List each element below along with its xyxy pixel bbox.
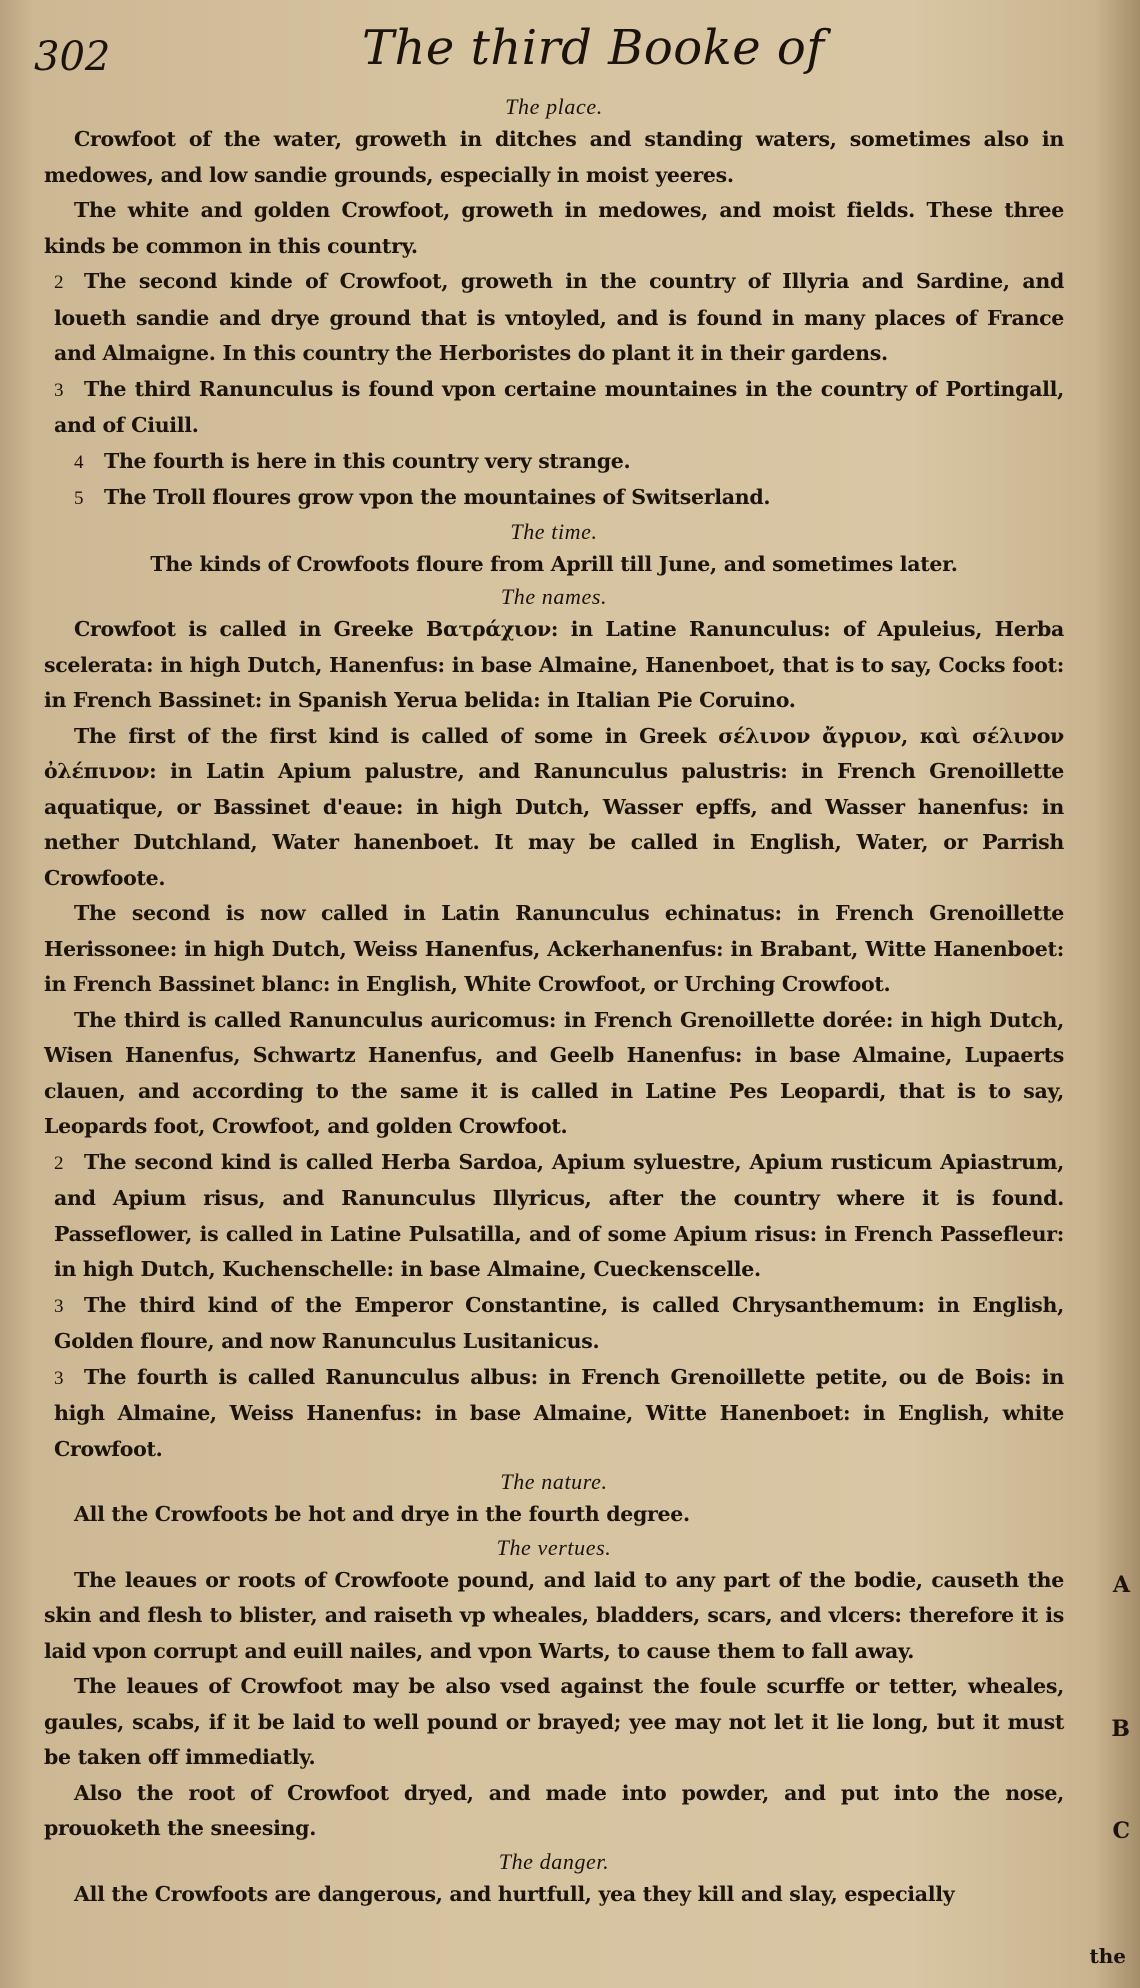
margin-letter: C	[1112, 1818, 1130, 1844]
paragraph: All the Crowfoots are dangerous, and hurtfull, yea they kill and slay, especially	[74, 1881, 955, 1906]
paragraph-numbered: 4 The fourth is here in this country very strange.	[44, 444, 1064, 481]
paragraph: The kinds of Crowfoots floure from Aprill till June, and sometimes later.	[150, 551, 958, 576]
section-heading-danger: The danger.	[498, 1848, 610, 1874]
paragraph: Crowfoot of the water, groweth in ditches and standing waters, sometimes also in medowes, and low sandie grounds, especially in moist yeeres.	[44, 127, 1064, 187]
item-number: 3	[54, 1295, 64, 1317]
section-heading-names: The names.	[500, 584, 608, 609]
paragraph-numbered: 3 The fourth is called Ranunculus albus: in French Grenoillette petite, ou de Bois: in high Almaine, Weiss Hanenfus: in base Almaine, Witte Hanenboet: in English, white Crowfoot.	[44, 1360, 1064, 1468]
page-number: 302	[34, 34, 111, 80]
item-number: 5	[74, 488, 84, 509]
paragraph-numbered: 5 The Troll floures grow vpon the mountaines of Switserland.	[44, 480, 1064, 517]
page-body	[44, 92, 1064, 1912]
item-number: 4	[74, 451, 84, 473]
paragraph-numbered: 3 The third Ranunculus is found vpon certaine mountaines in the country of Portingall, and of Ciuill.	[44, 372, 1064, 444]
item-number: 2	[54, 272, 64, 293]
catchword: the	[1089, 1944, 1126, 1968]
margin-letter: B	[1111, 1716, 1130, 1742]
margin-letter: A	[1112, 1572, 1130, 1598]
paragraph: Crowfoot is called in Greeke Βατράχιον: in Latine Ranunculus: of Apuleius, Herba scelerata: in high Dutch, Hanenfus: in base Almaine, Hanenboet, that is to say, Cocks foot: in French Bassinet: in Spanish Yerua belida: in Italian Pie Coruino.	[44, 617, 1064, 712]
item-number: 3	[54, 379, 64, 401]
paragraph: The third is called Ranunculus auricomus: in French Grenoillette dorée: in high Dutch, Wisen Hanenfus, Schwartz Hanenfus, and Geelb Hanenfus: in base Almaine, Lupaerts clauen, and according to the same it is called in Latine Pes Leopardi, that is to say, Leopards foot, Crowfoot, and golden Crowfoot.	[44, 1007, 1064, 1138]
paragraph: Also the root of Crowfoot dryed, and made into powder, and put into the nose, prouoketh the sneesing.	[44, 1780, 1064, 1840]
item-number: 2	[54, 1152, 64, 1174]
paragraph-numbered: 2 The second kind is called Herba Sardoa, Apium syluestre, Apium rusticum Apiastrum, and Apium risus, and Ranunculus Illyricus, after the country where it is found. Passeflower, is called in Latine Pulsatilla, and of some Apium risus: in French Passefleur: in high Dutch, Kuchenschelle: in base Almaine, Cueckenscelle.	[44, 1145, 1064, 1288]
paragraph-numbered: 3 The third kind of the Emperor Constantine, is called Chrysanthemum: in English, Golden floure, and now Ranunculus Lusitanicus.	[44, 1288, 1064, 1360]
paragraph: The leaues or roots of Crowfoote pound, and laid to any part of the bodie, causeth the skin and flesh to blister, and raiseth vp wheales, bladders, scars, and vlcers: therefore it is laid vpon corrupt and euill nailes, and vpon Warts, to cause them to fall away.	[44, 1567, 1064, 1663]
paragraph: All the Crowfoots be hot and drye in the fourth degree.	[74, 1502, 690, 1526]
paragraph: The first of the first kind is called of some in Greek σέλινον ἄγριον, καὶ σέλινον ὀλέπινον: in Latin Apium palustre, and Ranunculus palustris: in French Grenoillette aquatique, or Bassinet d'eaue: in high Dutch, Wasser epffs, and Wasser hanenfus: in nether Dutchland, Water hanenboet. It may be called in English, Water, or Parrish Crowfoote.	[44, 723, 1064, 890]
page-header	[0, 14, 1140, 84]
paragraph: The leaues of Crowfoot may be also vsed against the foule scurffe or tetter, wheales, gaules, scabs, if it be laid to well pound or brayed; yee may not let it lie long, but it must be taken off immediatly.	[44, 1674, 1064, 1769]
section-heading-time: The time.	[510, 518, 598, 544]
paragraph-numbered: 2 The second kinde of Crowfoot, groweth in the country of Illyria and Sardine, and loueth sandie and drye ground that is vntoyled, and is found in many places of France and Almaigne. In this country the Herboristes do plant it in their gardens.	[44, 264, 1064, 372]
section-heading-nature: The nature.	[500, 1469, 608, 1494]
section-heading-place: The place.	[505, 94, 603, 119]
running-head: The third Booke of	[362, 20, 825, 76]
item-number: 3	[54, 1367, 64, 1389]
section-heading-vertues: The vertues.	[496, 1534, 612, 1560]
paragraph: The white and golden Crowfoot, groweth in medowes, and moist fields. These three kinds be common in this country.	[44, 198, 1064, 258]
paragraph: The second is now called in Latin Ranunculus echinatus: in French Grenoillette Herissonee: in high Dutch, Weiss Hanenfus, Ackerhanenfus: in Brabant, Witte Hanenboet: in French Bassinet blanc: in English, White Crowfoot, or Urching Crowfoot.	[44, 901, 1064, 996]
